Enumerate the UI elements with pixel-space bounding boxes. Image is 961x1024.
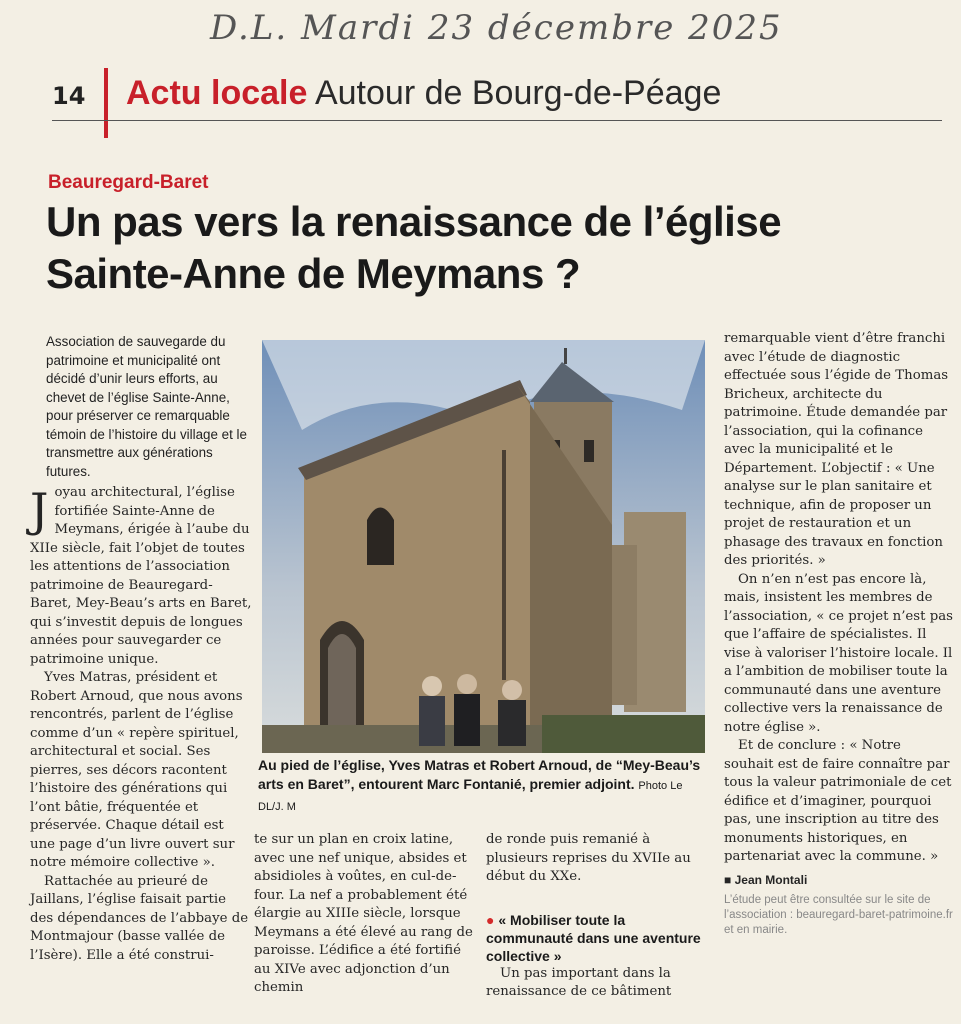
handwritten-date-note: D.L. Mardi 23 décembre 2025 (210, 8, 783, 48)
paragraph (30, 484, 252, 669)
article-subhead (486, 911, 708, 965)
page-number: 14 (52, 82, 86, 110)
church-photo (262, 340, 705, 753)
author-name: Jean Montali (734, 872, 808, 887)
page-header (52, 68, 942, 124)
paragraph: Un pas important dans la renaissance de ce bâtiment (486, 965, 672, 999)
photo-caption (258, 756, 710, 817)
church-photo-illustration (262, 340, 705, 753)
headline-line-2: Sainte-Anne de Meymans ? (46, 250, 581, 297)
paragraph-text: oyau architectural, l’église fortifiée Sainte-Anne de Meymans, érigée à l’aube du XIIe siècle, fait l’objet de toutes les attentions de l’association patrimoine de Beauregard-Baret, Mey-Beau’s arts en Baret, qui s’investit depuis de longues années pour sauvegarder ce patrimoine unique. (30, 485, 252, 667)
header-divider (52, 120, 942, 121)
red-bullet-icon: ● (486, 911, 499, 928)
article-author (724, 871, 954, 890)
paragraph: remarquable vient d’être franchi avec l’étude de diagnostic effectuée sous l’égide de Thomas Bricheux, architecte du patrimoine. Étude demandée par l’association, qui la cofinance avec la municipalité et le Département. L’objectif : « Une analyse sur le plan sanitaire et technique, afin de proposer un projet de restauration et un phasage des travaux en fonction des priorités. » (724, 331, 949, 568)
paragraph: te sur un plan en croix latine, avec une nef unique, absides et absidioles à voûtes, en cul-de-four. La nef a probablement été élargie au XIIIe siècle, lorsque Meymans a été élevé au rang de paroisse. L’édifice a été fortifié au XIVe avec adjonction d’un chemin (254, 832, 473, 995)
paragraph: On n’en n’est pas encore là, mais, insistent les membres de l’association, « ce projet n’est pas que l’affaire de spécialistes. Il vise à valoriser l’histoire locale. Il a l’ambition de mobiliser toute la communauté dans une aventure collective vers la renaissance de notre église ». (724, 571, 953, 735)
article-column-2 (254, 831, 476, 998)
article-kicker: Beauregard-Baret (48, 172, 209, 193)
subhead-text: « Mobiliser toute la communauté dans une aventure collective » (486, 911, 701, 964)
paragraph: de ronde puis remanié à plusieurs reprises du XVIIe au début du XXe. (486, 832, 691, 884)
article-footnote: L’étude peut être consultée sur le site de l’association : beauregard-baret-patrimoine.fr et en mairie. (724, 894, 953, 936)
article-column-3 (486, 831, 708, 1002)
paragraph: Yves Matras, président et Robert Arnoud, que nous avons rencontrés, parlent de l’église comme d’un « repère spirituel, architectural et social. Ses pierres, ses décors racontent l’histoire des générations qui l’ont bâtie, fréquentée et préservée. Chaque détail est une page d’un livre ouvert sur notre mémoire collective ». (30, 670, 243, 870)
article-headline (46, 196, 926, 300)
author-square-icon: ■ (724, 872, 735, 887)
section-title (126, 74, 721, 113)
photo-credit: Photo Le DL/J. M (258, 780, 683, 813)
drop-cap: J (30, 483, 49, 537)
article-column-1 (30, 484, 252, 965)
section-title-grey: Autour de Bourg-de-Péage (314, 74, 722, 112)
headline-line-1: Un pas vers la renaissance de l’église (46, 198, 782, 245)
caption-text: Au pied de l’église, Yves Matras et Robert Arnoud, de “Mey-Beau’s arts en Baret”, entourent Marc Fontanié, premier adjoint. (258, 757, 701, 792)
article-lead: Association de sauvegarde du patrimoine et municipalité ont décidé d’unir leurs efforts, au chevet de l’église Sainte-Anne, pour préserver ce remarquable témoin de l’histoire du village et le transmettre aux générations futures. (46, 334, 247, 479)
paragraph: Et de conclure : « Notre souhait est de faire connaître par tous la valeur patrimoniale de cet édifice et d’imaginer, pourquoi pas, une inscription au titre des monuments historiques, en partenariat avec la commune. » (724, 738, 952, 864)
section-title-red: Actu locale (126, 74, 308, 112)
header-red-bar (104, 68, 108, 138)
article-column-4 (724, 330, 954, 938)
paragraph: Rattachée au prieuré de Jaillans, l’église faisait partie des dépendances de l’abbaye de Montmajour (basse vallée de l’Isère). Elle a été construi- (30, 873, 249, 963)
